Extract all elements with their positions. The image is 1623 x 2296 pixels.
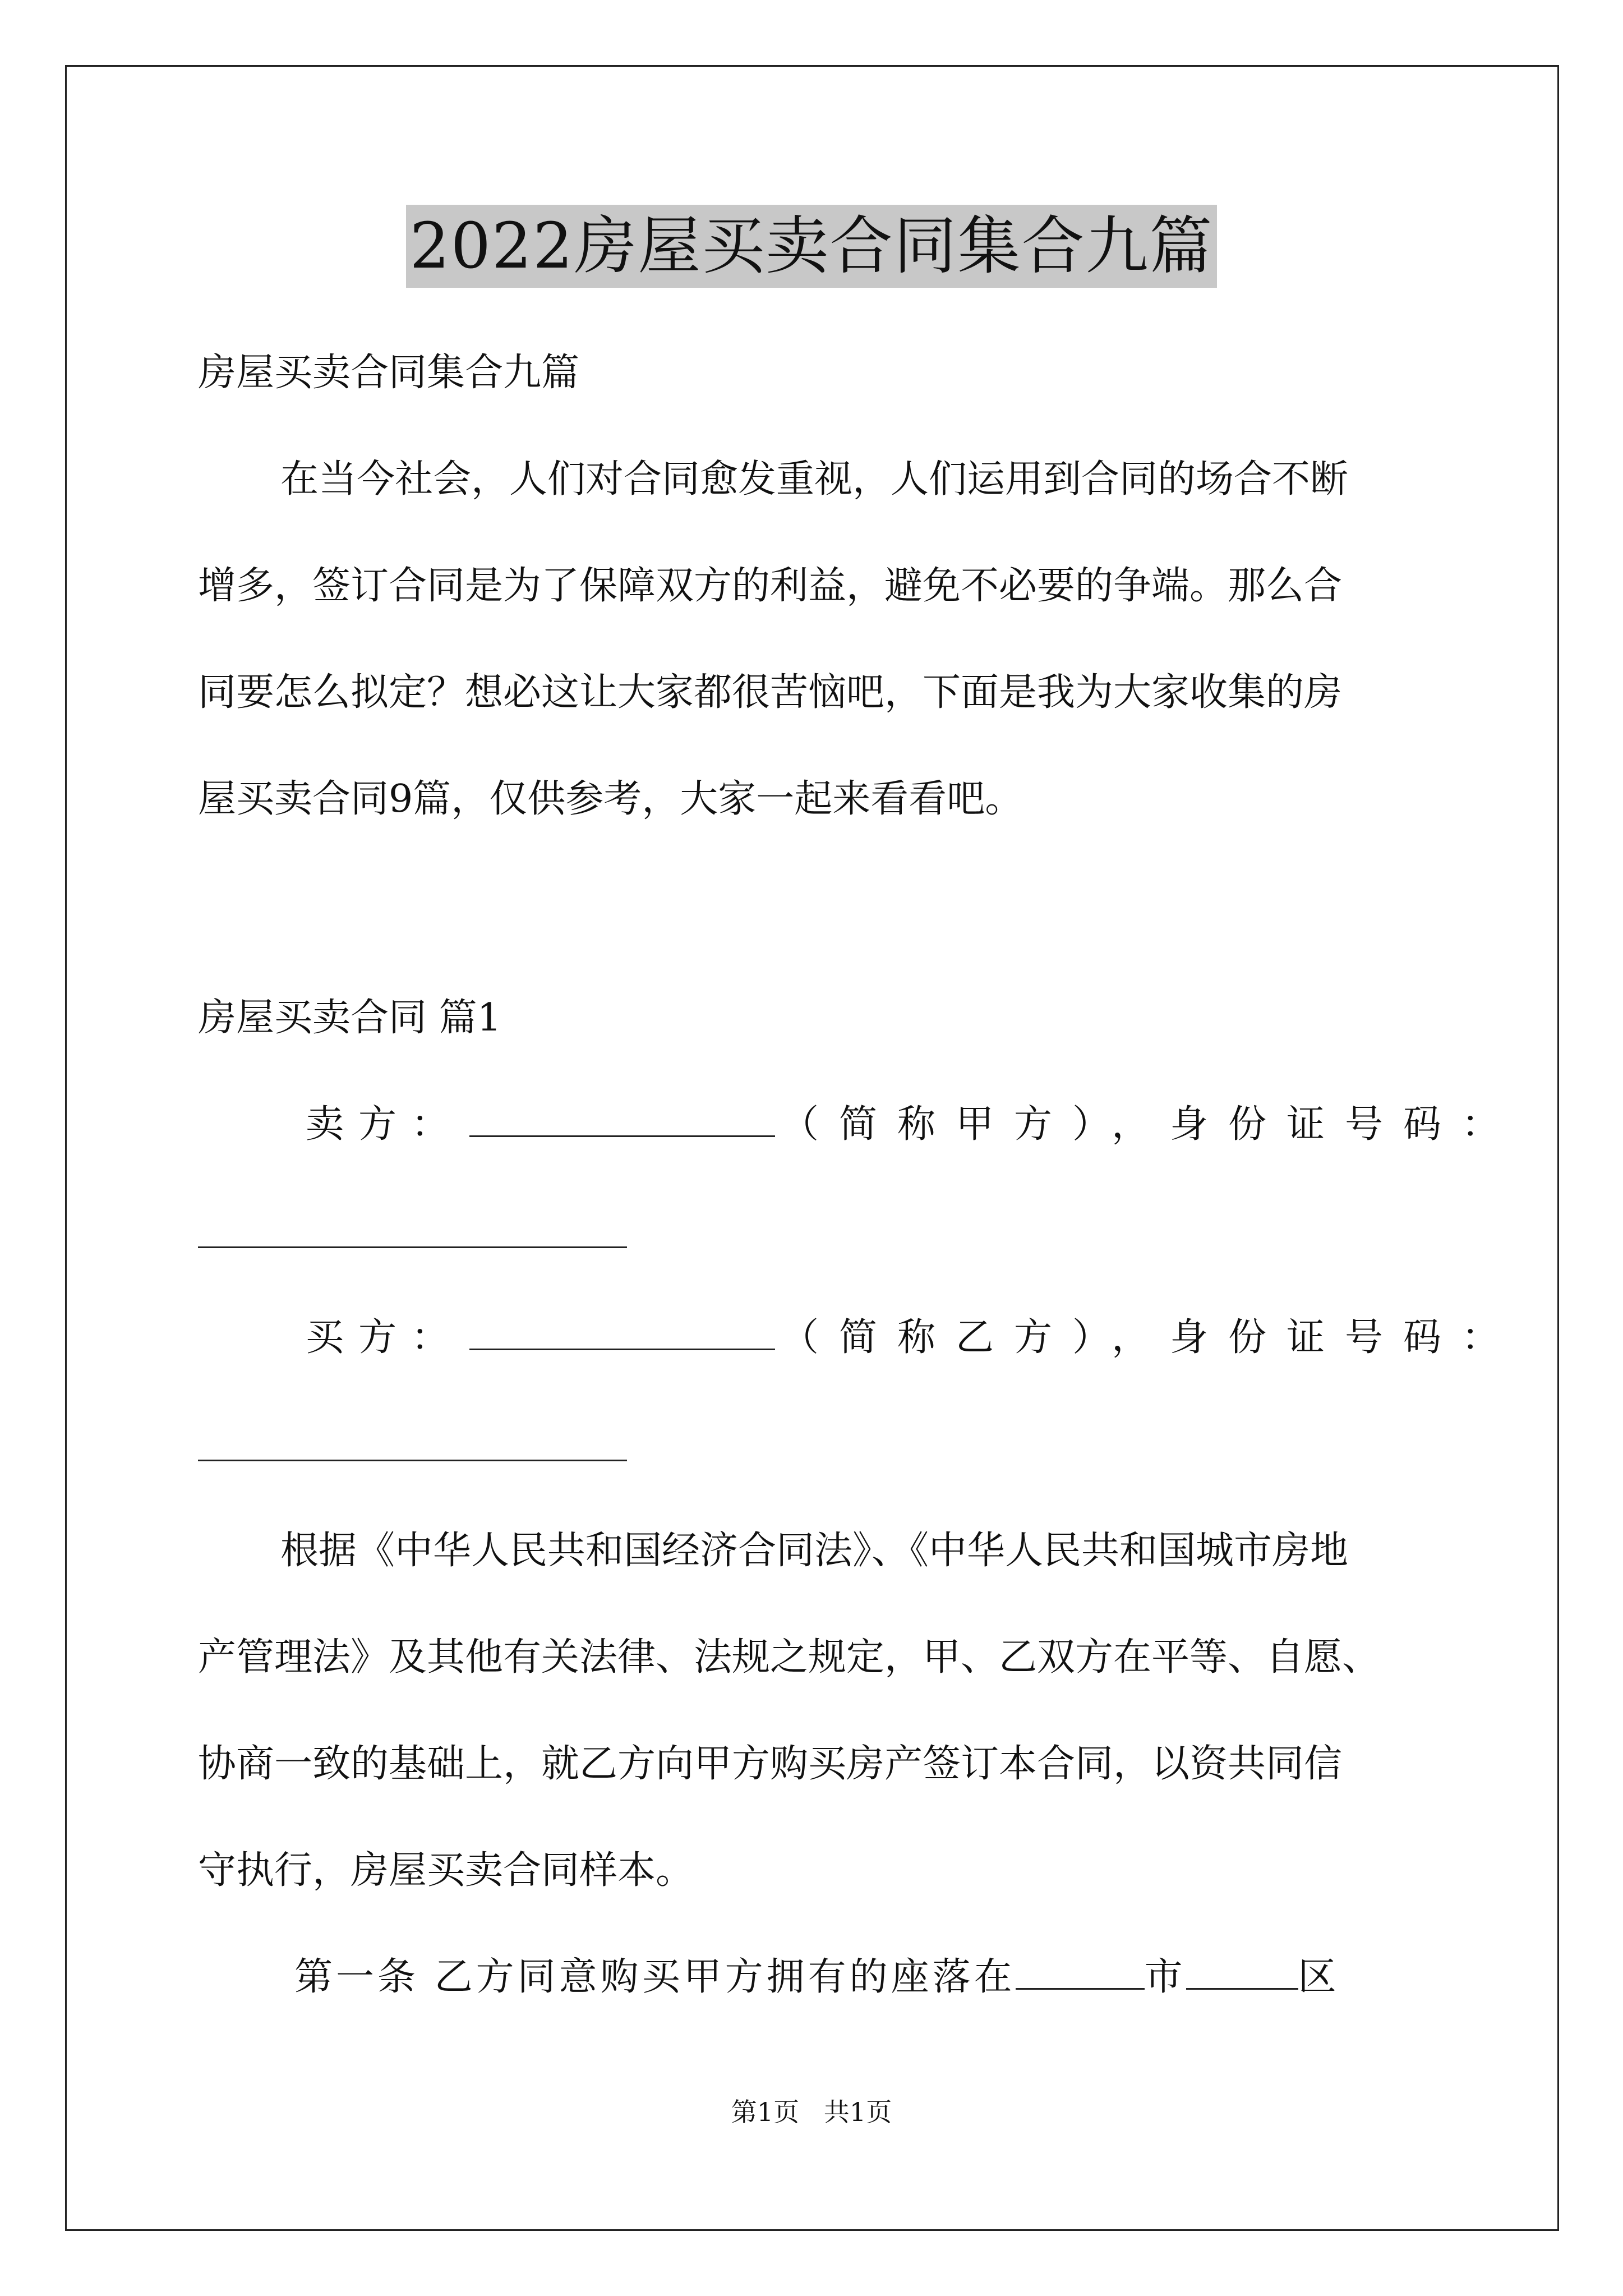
title-container bbox=[0, 205, 1623, 288]
buyer-name-blank bbox=[469, 1315, 775, 1350]
basis-line: 守执行，房屋买卖合同样本。 bbox=[198, 1848, 694, 1893]
buyer-label: 买方： bbox=[306, 1315, 464, 1360]
article-1-text: 第一条 乙方同意购买甲方拥有的座落在 bbox=[294, 1955, 1016, 1999]
basis-line: 产管理法》及其他有关法律、法规之规定，甲、乙双方在平等、自愿、 bbox=[198, 1635, 1381, 1680]
seller-suffix: （简称甲方），身份证号码： bbox=[781, 1102, 1520, 1147]
buyer-suffix: （简称乙方），身份证号码： bbox=[781, 1315, 1520, 1360]
district-label: 区 bbox=[1298, 1955, 1340, 1999]
buyer-line bbox=[306, 1313, 1520, 1363]
buyer-id-blank bbox=[198, 1460, 627, 1461]
seller-line bbox=[306, 1099, 1520, 1150]
district-blank bbox=[1186, 1954, 1298, 1990]
intro-line: 屋买卖合同9篇，仅供参考，大家一起来看看吧。 bbox=[198, 777, 1023, 821]
city-blank bbox=[1016, 1954, 1145, 1990]
intro-line: 在当今社会，人们对合同愈发重视，人们运用到合同的场合不断 bbox=[280, 457, 1349, 501]
document-title: 2022房屋买卖合同集合九篇 bbox=[406, 205, 1216, 288]
seller-name-blank bbox=[469, 1102, 775, 1137]
article-1-line bbox=[294, 1952, 1340, 2003]
section-heading: 房屋买卖合同 篇1 bbox=[198, 996, 501, 1040]
document-subtitle: 房屋买卖合同集合九篇 bbox=[198, 351, 580, 395]
intro-line: 增多，签订合同是为了保障双方的利益，避免不必要的争端。那么合 bbox=[198, 564, 1343, 608]
page-footer: 第1页 共1页 bbox=[731, 2097, 892, 2127]
basis-line: 根据《中华人民共和国经济合同法》、《中华人民共和国城市房地 bbox=[280, 1529, 1349, 1573]
seller-label: 卖方： bbox=[306, 1102, 464, 1147]
seller-id-blank bbox=[198, 1246, 627, 1248]
intro-line: 同要怎么拟定？想必这让大家都很苦恼吧，下面是我为大家收集的房 bbox=[198, 670, 1343, 715]
basis-line: 协商一致的基础上，就乙方向甲方购买房产签订本合同，以资共同信 bbox=[198, 1742, 1343, 1786]
city-label: 市 bbox=[1144, 1955, 1186, 1999]
